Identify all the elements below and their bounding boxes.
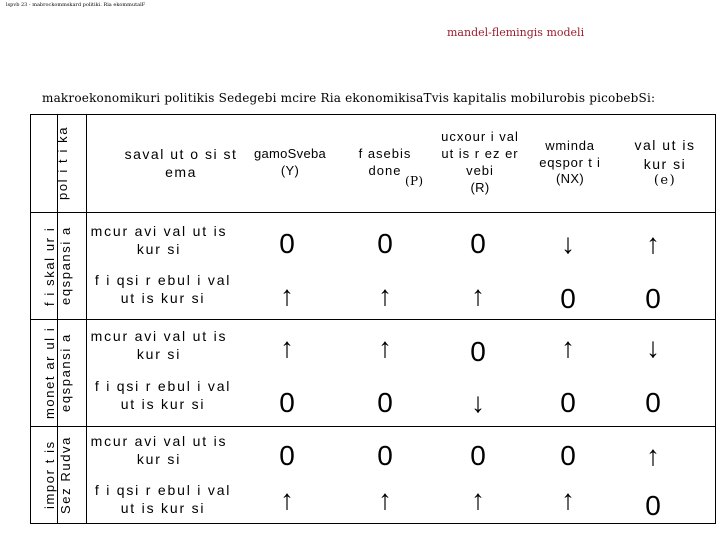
- value-cell: ↑: [378, 483, 392, 515]
- column-header-output-symbol: (Y): [280, 163, 300, 178]
- group-label-fiscal-expansion: f i skal ur i eqspansi a: [41, 226, 73, 306]
- value-cell: ↑: [280, 279, 294, 311]
- value-cell: 0: [279, 386, 295, 418]
- column-header-reserves-symbol: (R): [470, 179, 490, 195]
- slide-title: mandel-flemingis modeli: [447, 26, 585, 39]
- value-cell: ↑: [378, 331, 392, 363]
- value-cell: 0: [645, 282, 661, 314]
- column-header-price-level-label: f asebis done: [358, 146, 412, 178]
- column-header-net-exports-label: wminda eqspor t i: [539, 137, 601, 170]
- column-header-reserves-label: ucxour i val ut is r ez er vebi: [441, 129, 519, 178]
- value-cell: ↑: [280, 331, 294, 363]
- column-header-price-level-symbol: (P): [405, 174, 424, 188]
- column-header-price-level: [335, 114, 435, 212]
- value-cell: ↑: [280, 483, 294, 515]
- row-regime-fixed-monetary: f i qsi r ebul i val ut is kur si: [94, 377, 232, 412]
- value-cell: 0: [560, 386, 576, 418]
- value-cell: 0: [279, 227, 295, 259]
- column-header-reserves: [425, 114, 535, 212]
- column-header-regime-label: saval ut o si st ema: [124, 145, 238, 180]
- value-cell: 0: [470, 227, 486, 259]
- value-cell: 0: [377, 227, 393, 259]
- value-cell: 0: [645, 386, 661, 418]
- corner-header-policy: pol i t i ka: [54, 125, 70, 201]
- row-regime-floating-fiscal: mcur avi val ut is kur si: [90, 222, 228, 257]
- column-header-exchange-rate: [615, 114, 715, 212]
- value-cell: ↑: [471, 483, 485, 515]
- column-header-exchange-rate-symbol: (e): [653, 172, 677, 188]
- row-regime-floating-monetary: mcur avi val ut is kur si: [90, 327, 228, 362]
- row-regime-fixed-imports: f i qsi r ebul i val ut is kur si: [94, 481, 232, 516]
- policy-effects-table: [30, 114, 720, 524]
- value-cell: 0: [470, 335, 486, 367]
- value-cell: 0: [377, 439, 393, 471]
- value-cell: 0: [645, 489, 661, 521]
- value-cell: 0: [279, 439, 295, 471]
- value-cell: ↑: [561, 483, 575, 515]
- column-header-exchange-rate-label: val ut is kur si: [634, 137, 696, 172]
- slide-subtitle: makroekonomikuri politikis Sedegebi mcire Ria ekonomikisaTvis kapitalis mobilurobis picobebSi:: [42, 91, 656, 105]
- running-header: lspvb 23 - mabrockommskard politiki. Ria ekommutalF: [6, 2, 146, 8]
- value-cell: 0: [470, 439, 486, 471]
- value-cell: ↓: [471, 386, 485, 418]
- value-cell: ↑: [561, 331, 575, 363]
- value-cell: ↑: [378, 279, 392, 311]
- row-regime-fixed-fiscal: f i qsi r ebul i val ut is kur si: [94, 271, 232, 306]
- column-header-net-exports: [525, 114, 615, 212]
- column-header-output: [240, 114, 340, 212]
- column-header-net-exports-symbol: (NX): [556, 171, 584, 187]
- value-cell: 0: [560, 282, 576, 314]
- value-cell: ↓: [646, 331, 660, 363]
- value-cell: ↓: [561, 227, 575, 259]
- value-cell: ↑: [646, 439, 660, 471]
- value-cell: 0: [560, 439, 576, 471]
- column-header-output-label: gamoSveba: [253, 146, 327, 162]
- value-cell: ↑: [471, 279, 485, 311]
- group-label-import-restriction: impor t is Sez Rudva: [41, 436, 73, 514]
- value-cell: ↑: [646, 227, 660, 259]
- row-regime-floating-imports: mcur avi val ut is kur si: [90, 432, 228, 467]
- group-label-monetary-expansion: monet ar ul i eqspansi a: [41, 326, 73, 420]
- value-cell: 0: [377, 386, 393, 418]
